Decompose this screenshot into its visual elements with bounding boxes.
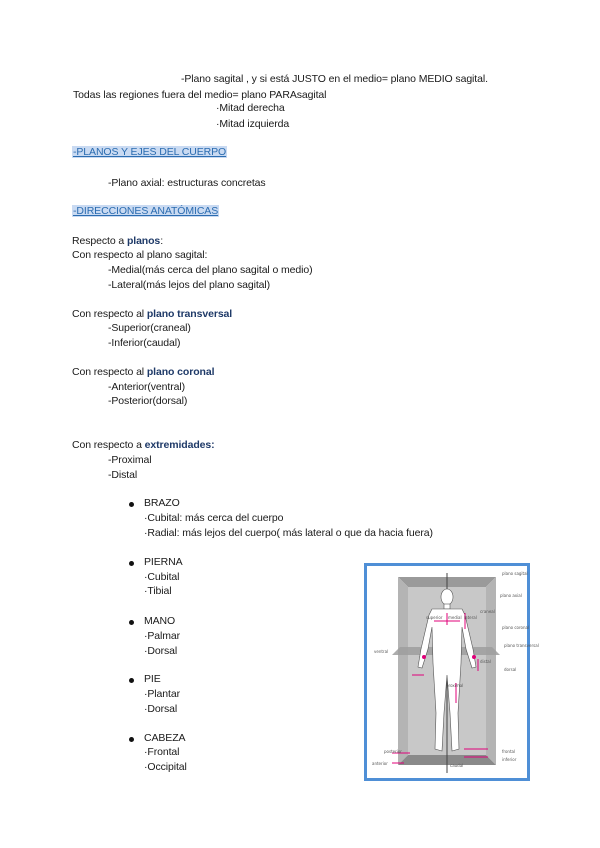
limb-item: ·Palmar bbox=[144, 630, 181, 642]
paraSagital-line: Todas las regiones fuera del medio= plano PARAsagital bbox=[73, 89, 327, 101]
anterior-line: -Anterior(ventral) bbox=[108, 381, 185, 393]
bullet bbox=[129, 737, 134, 742]
svg-text:lateral: lateral bbox=[464, 615, 477, 620]
svg-text:proximal: proximal bbox=[446, 683, 464, 688]
limb-item: ·Cubital bbox=[144, 571, 180, 583]
limb-item: ·Plantar bbox=[144, 688, 180, 700]
section-header-direcciones: -DIRECCIONES ANATÓMICAS bbox=[73, 205, 219, 217]
limb-item: ·Frontal bbox=[144, 746, 180, 758]
svg-text:posterior: posterior bbox=[384, 749, 402, 754]
half-right-line: ·Mitad derecha bbox=[216, 102, 285, 114]
posterior-line: -Posterior(dorsal) bbox=[108, 395, 188, 407]
limb-item: ·Tibial bbox=[144, 585, 172, 597]
limb-name-pierna: PIERNA bbox=[144, 556, 183, 568]
distal-line: -Distal bbox=[108, 469, 138, 481]
bullet bbox=[129, 678, 134, 683]
svg-text:distal: distal bbox=[480, 659, 491, 664]
svg-text:ventral: ventral bbox=[374, 649, 389, 654]
right-plane-side bbox=[486, 577, 496, 765]
superior-line: -Superior(craneal) bbox=[108, 322, 191, 334]
limb-item: ·Dorsal bbox=[144, 703, 178, 715]
svg-text:frontal: frontal bbox=[502, 749, 516, 754]
svg-text:craneal: craneal bbox=[480, 609, 495, 614]
svg-text:inferior: inferior bbox=[502, 757, 517, 762]
limb-item: ·Radial: más lejos del cuerpo( más lateral o que da hacia fuera) bbox=[144, 527, 433, 539]
svg-text:superior: superior bbox=[426, 615, 443, 620]
limb-item: ·Cubital: más cerca del cuerpo bbox=[144, 512, 284, 524]
left-plane-side bbox=[398, 577, 408, 765]
bullet bbox=[129, 620, 134, 625]
respecto-planos-line: Respecto a planos: bbox=[72, 235, 164, 247]
medial-line: -Medial(más cerca del plano sagital o medio) bbox=[108, 264, 313, 276]
limb-name-pie: PIE bbox=[144, 673, 161, 685]
section-header-planos: -PLANOS Y EJES DEL CUERPO bbox=[73, 146, 227, 158]
svg-text:plano sagital: plano sagital bbox=[502, 571, 528, 576]
limb-name-brazo: BRAZO bbox=[144, 497, 180, 509]
transversal-line: Con respecto al plano transversal bbox=[72, 308, 233, 320]
sagital-plane-line: -Plano sagital , y si está JUSTO en el medio= plano MEDIO sagital. bbox=[181, 73, 488, 85]
bullet bbox=[129, 561, 134, 566]
limb-item: ·Occipital bbox=[144, 761, 187, 773]
svg-text:caudal: caudal bbox=[450, 763, 464, 768]
lateral-line: -Lateral(más lejos del plano sagital) bbox=[108, 279, 271, 291]
half-left-line: ·Mitad izquierda bbox=[216, 118, 290, 130]
limb-name-mano: MANO bbox=[144, 615, 176, 627]
bullet bbox=[129, 502, 134, 507]
anatomical-planes-figure bbox=[364, 563, 539, 781]
sagital-intro-line: Con respecto al plano sagital: bbox=[72, 249, 208, 261]
svg-text:plano coronal: plano coronal bbox=[502, 625, 530, 630]
extremidades-line: Con respecto a extremidades: bbox=[72, 439, 215, 451]
limb-name-cabeza: CABEZA bbox=[144, 732, 186, 744]
svg-text:medial: medial bbox=[448, 615, 462, 620]
inferior-line: -Inferior(caudal) bbox=[108, 337, 181, 349]
svg-text:dorsal: dorsal bbox=[504, 667, 517, 672]
svg-text:plano axial: plano axial bbox=[500, 593, 522, 598]
limb-item: ·Dorsal bbox=[144, 645, 178, 657]
svg-text:plano transversal: plano transversal bbox=[504, 643, 539, 648]
coronal-line: Con respecto al plano coronal bbox=[72, 366, 215, 378]
svg-text:anterior: anterior bbox=[372, 761, 388, 766]
proximal-line: -Proximal bbox=[108, 454, 152, 466]
axial-plane-line: -Plano axial: estructuras concretas bbox=[108, 177, 266, 189]
